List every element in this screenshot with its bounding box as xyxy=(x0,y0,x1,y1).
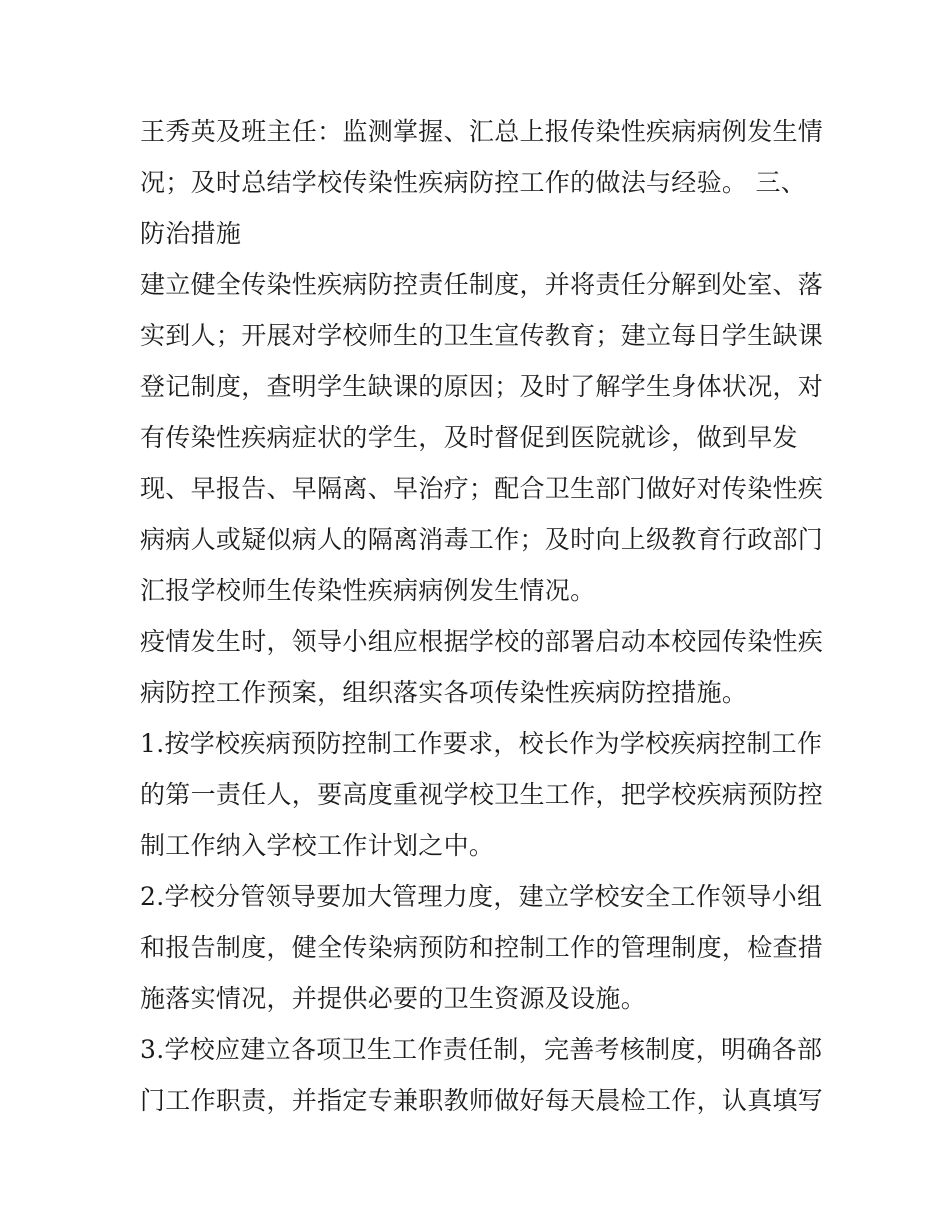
list-item-3: 3.学校应建立各项卫生工作责任制，完善考核制度，明确各部 xyxy=(140,1035,823,1064)
section-heading: 防治措施 xyxy=(140,219,242,248)
text-line: 况；及时总结学校传染性疾病防控工作的做法与经验。 三、 xyxy=(140,168,807,197)
text-line: 和报告制度，健全传染病预防和控制工作的管理制度，检查措 xyxy=(140,933,824,962)
text-line: 门工作职责，并指定专兼职教师做好每天晨检工作，认真填写 xyxy=(140,1086,824,1115)
text-line: 病防控工作预案，组织落实各项传染性疾病防控措施。 xyxy=(140,678,748,707)
list-item-1: 1.按学校疾病预防控制工作要求，校长作为学校疾病控制工作 xyxy=(140,729,823,758)
text-line: 汇报学校师生传染性疾病病例发生情况。 xyxy=(140,576,596,605)
text-line: 的第一责任人，要高度重视学校卫生工作，把学校疾病预防控 xyxy=(140,780,824,809)
text-line: 实到人；开展对学校师生的卫生宣传教育；建立每日学生缺课 xyxy=(140,321,824,350)
text-line: 制工作纳入学校工作计划之中。 xyxy=(140,831,495,860)
text-line: 王秀英及班主任：监测掌握、汇总上报传染性疾病病例发生情 xyxy=(140,117,824,146)
document-body xyxy=(140,106,824,1126)
list-item-2: 2.学校分管领导要加大管理力度，建立学校安全工作领导小组 xyxy=(140,882,823,911)
text-line: 施落实情况，并提供必要的卫生资源及设施。 xyxy=(140,984,647,1013)
text-line: 登记制度，查明学生缺课的原因；及时了解学生身体状况，对 xyxy=(140,372,824,401)
text-line: 建立健全传染性疾病防控责任制度，并将责任分解到处室、落 xyxy=(140,270,824,299)
text-line: 现、早报告、早隔离、早治疗；配合卫生部门做好对传染性疾 xyxy=(140,474,824,503)
text-line: 有传染性疾病症状的学生，及时督促到医院就诊，做到早发 xyxy=(140,423,798,452)
text-line: 疫情发生时，领导小组应根据学校的部署启动本校园传染性疾 xyxy=(140,627,824,656)
text-line: 病病人或疑似病人的隔离消毒工作；及时向上级教育行政部门 xyxy=(140,525,824,554)
